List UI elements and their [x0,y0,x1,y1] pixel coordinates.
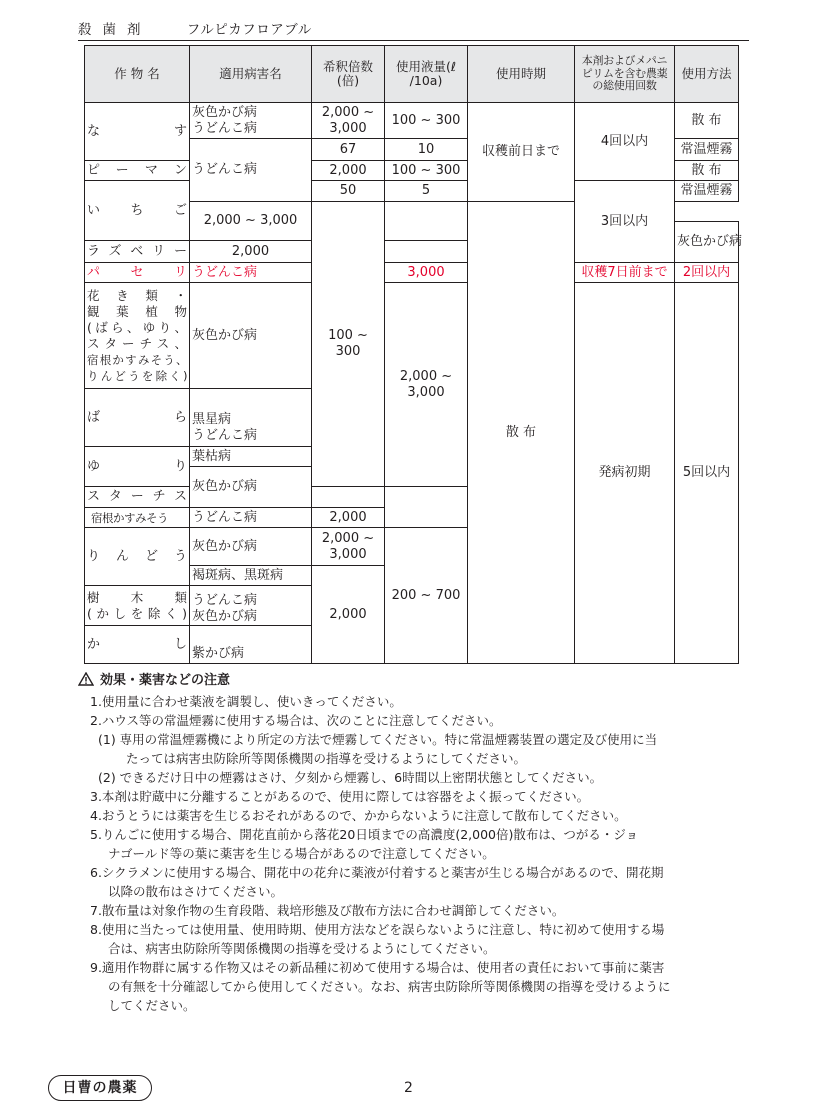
note-line: 4.おうとうには薬害を生じるおそれがあるので、かからないように注意して散布してください。 [90,808,627,823]
method-cell: 常温煙霧 [675,181,739,202]
timing-cell: 発病初期 [575,283,675,664]
table-row [85,283,739,389]
volume-cell: 100 ~ 300 [385,103,468,139]
disease-cell [190,103,312,139]
note-line: (1) 専用の常温煙霧機により所定の方法で煙霧してください。特に常温煙霧装置の選定及び使用に当 [98,732,658,747]
timing-cell: 収穫前日まで [468,103,575,202]
crop-raspberry: ラズベリー [85,241,190,263]
note-line: (2) できるだけ日中の煙霧はさけ、夕刻から煙霧し、6時間以上密閉状態としてください。 [98,770,603,785]
volume-cell-empty [385,508,468,528]
note-line: 7.散布量は対象作物の生育段階、栽培形態及び散布方法に合わせ調節してください。 [90,903,565,918]
dilution-cell: 2,000 [190,241,312,263]
dilution-cell: 2,000 ~ 3,000 [385,283,468,487]
crop-line: 花き類・ [87,287,187,303]
crop-line: りんどうを除く) [87,368,187,383]
header-total-count: 本剤およびメパニピリムを含む農薬の総使用回数 [575,46,675,103]
note-line: 1.使用量に合わせ薬液を調製し、使いきってください。 [90,694,402,709]
crop-nasu: な す [85,103,190,161]
volume-cell: 10 [385,139,468,161]
crop-jumoku [85,586,190,626]
warning-icon [78,672,94,692]
crop-piman: ピーマン [85,161,190,181]
disease-name: 灰色かび病 [192,609,258,624]
table-row [85,103,739,139]
volume-cell: 100 ~ 300 [385,161,468,181]
table-header-row [85,46,739,103]
notes-title-row [78,671,758,692]
notes-title: 効果・薬害などの注意 [100,673,231,688]
crop-line: 観葉植物 [87,303,187,319]
note-line: 5.りんごに使用する場合、開花直前から落花20日頃までの高濃度(2,000倍)散布は、つがる・ジョ [90,827,639,842]
crop-statice: スターチス [85,487,190,508]
dilution-cell: 50 [312,181,385,202]
note-line: 以降の散布はさけてください。 [108,884,284,899]
note-line: してください。 [108,998,196,1013]
crop-flowers [85,283,190,389]
dilution-cell: 2,000 [312,161,385,181]
dilution-cell: 2,000 ~ 3,000 [312,103,385,139]
note-line: 8.使用に当たっては使用量、使用時期、使用方法などを誤らないように注意し、特に初めて使用する場 [90,922,665,937]
dilution-cell: 2,000 ~ 3,000 [312,528,385,566]
notes-section [78,671,758,1015]
note-line: 9.適用作物群に属する作物又はその新品種に初めて使用する場合は、使用者の責任において事前に薬害 [90,960,665,975]
crop-line: (ばら、ゆり、 [87,319,187,335]
note-line: たっては病害虫防除所等関係機関の指導を受けるようにしてください。 [126,751,527,766]
page-number: 2 [404,1080,413,1096]
page-header [78,18,748,38]
disease-name: うどんこ病 [192,428,258,443]
method-cell: 常温煙霧 [675,139,739,161]
timing-cell-empty [385,241,468,263]
header-dilution: 希釈倍数(倍) [312,46,385,103]
crop-line: (かしを除く) [87,605,187,621]
disease-cell [190,389,312,447]
header-disease: 適用病害名 [190,46,312,103]
count-cell: 5回以内 [675,283,739,664]
disease-name: うどんこ病 [192,120,258,136]
method-cell: 散 布 [675,161,739,181]
disease-cell: うどんこ病 [190,263,312,283]
note-line: 合は、病害虫防除所等関係機関の指導を受けるようにしてください。 [108,941,496,956]
note-line: 3.本剤は貯蔵中に分離することがあるので、使用に際しては容器をよく振ってください。 [90,789,590,804]
disease-cell: 灰色かび病 [190,467,312,508]
note-line: ナゴールド等の葉に薬害を生じる場合があるので注意してください。 [108,846,495,861]
crop-kasumisou: 宿根かすみそう [85,508,190,528]
dilution-cell-empty [312,487,385,508]
table-row-parsley [85,263,739,283]
header-timing: 使用時期 [468,46,575,103]
dilution-cell: 3,000 [385,263,468,283]
note-line: の有無を十分確認してから使用してください。なお、病害虫防除所等関係機関の指導を受けるように [108,979,671,994]
volume-cell-empty [385,487,468,508]
dilution-cell: 2,000 [312,566,385,664]
note-line: 2.ハウス等の常温煙霧に使用する場合は、次のことに注意してください。 [90,713,502,728]
count-cell: 4回以内 [575,103,675,181]
crop-rindou: りんどう [85,528,190,586]
disease-cell: 灰色かび病 [675,222,739,263]
volume-cell: 100 ~ 300 [312,202,385,487]
crop-kashi: か し [85,626,190,664]
crop-bara: ば ら [85,389,190,447]
disease-cell: 灰色かび病 [190,283,312,389]
count-cell: 2回以内 [675,263,739,283]
disease-cell [190,586,312,626]
method-cell: 散 布 [675,103,739,139]
volume-cell: 5 [385,181,468,202]
brand-logo: 日曹の農薬 [48,1075,152,1101]
crop-parsley: パ セ リ [85,263,190,283]
product-name: フルピカフロアブル [186,22,312,38]
header-crop: 作 物 名 [85,46,190,103]
disease-name: 灰色かび病 [192,104,258,120]
category-label: 殺菌剤 [78,22,152,38]
crop-line: スターチス、 [87,335,187,351]
disease-cell: 紫かび病 [190,626,312,664]
crop-line: 樹 木 類 [87,589,187,605]
dilution-cell: 2,000 ~ 3,000 [190,202,312,241]
method-cell: 散 布 [468,202,575,664]
crop-line: 宿根かすみそう、 [87,352,187,367]
timing-cell: 収穫7日前まで [575,263,675,283]
application-table [84,45,743,664]
note-line: 6.シクラメンに使用する場合、開花中の花弁に薬液が付着すると薬害が生じる場合があるので、開花期 [90,865,664,880]
table-row [85,181,739,202]
dilution-cell: 67 [312,139,385,161]
header-rule [78,40,749,41]
disease-name: 黒星病 [192,412,232,427]
disease-cell: 褐斑病、黒斑病 [190,566,312,586]
disease-cell: うどんこ病 [190,139,312,202]
crop-yuri: ゆ り [85,447,190,487]
crop-ichigo: い ち ご [85,181,190,241]
volume-cell: 200 ~ 700 [385,528,468,664]
timing-cell-empty [385,202,468,241]
disease-cell: うどんこ病 [190,508,312,528]
disease-cell: 葉枯病 [190,447,312,467]
dilution-cell: 2,000 [312,508,385,528]
count-cell: 3回以内 [575,181,675,263]
disease-cell: 灰色かび病 [190,528,312,566]
header-volume: 使用液量(ℓ /10a) [385,46,468,103]
disease-name: うどんこ病 [192,593,258,608]
header-method: 使用方法 [675,46,739,103]
